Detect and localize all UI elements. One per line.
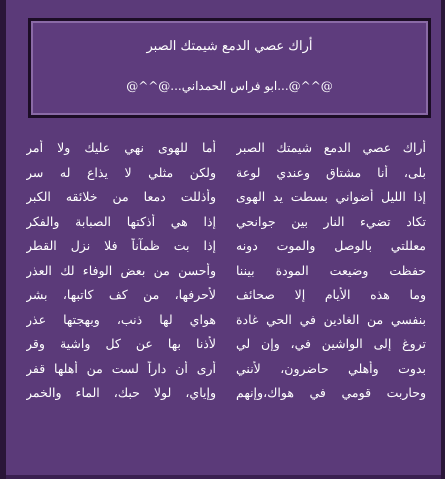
verse-second-hemistich: أرى أن داراً لست من أهلها قفر xyxy=(26,360,216,376)
poem-title: أراك عصي الدمع شيمتك الصبر xyxy=(146,39,313,54)
verse-row xyxy=(26,312,426,337)
verse-first-hemistich: تكاد تضيء النار بين جوانحي xyxy=(236,213,426,229)
verse-row xyxy=(26,238,426,263)
verse-first-hemistich: بنفسي من الغادين في الحي غادة xyxy=(236,311,426,327)
verse-row xyxy=(26,189,426,214)
verse-second-hemistich: وأحسن من بعض الوفاء لك العذر xyxy=(26,262,216,278)
verse-first-hemistich: تروغ إلى الواشين في، وإن لي xyxy=(236,336,426,351)
poet-name: @^^@...ابو فراس الحمداني...@^^@ xyxy=(126,79,333,93)
verse-row xyxy=(26,165,426,190)
verse-first-hemistich: بدوت وأهلي حاضرون، لأنني xyxy=(236,360,426,376)
verse-second-hemistich: وأذللت دمعا من خلائقه الكبر xyxy=(26,189,216,204)
verse-second-hemistich: هواي لها ذنب، وبهجتها عذر xyxy=(26,311,216,327)
verse-row xyxy=(26,287,426,312)
verse-first-hemistich: وما هذه الأيام إلا صحائف xyxy=(236,287,426,302)
verse-first-hemistich: حفظت وضيعت المودة بيننا xyxy=(236,262,426,278)
verse-second-hemistich: وإياي، لولا حبك، الماء والخمر xyxy=(26,385,216,400)
verse-second-hemistich: ولكن مثلي لا يذاع له سر xyxy=(26,164,216,180)
verse-second-hemistich: لأحرفها، من كف كاتبها، بشر xyxy=(26,287,216,302)
verse-second-hemistich: إذا هي أذكتها الصبابة والفكر xyxy=(26,213,216,229)
verse-first-hemistich: بلى، أنا مشتاق وعندي لوعة xyxy=(236,164,426,180)
verse-row xyxy=(26,361,426,386)
verse-first-hemistich: أراك عصي الدمع شيمتك الصبر xyxy=(236,140,426,155)
verse-row xyxy=(26,385,426,410)
bottom-border xyxy=(6,475,441,479)
header-box xyxy=(28,18,431,118)
verse-first-hemistich: وحاربت قومي في هواك،وإنهم xyxy=(236,385,426,400)
verse-second-hemistich: أما للهوى نهي عليك ولا أمر xyxy=(26,140,216,155)
verse-first-hemistich: معللتي بالوصل والموت دونه xyxy=(236,238,426,253)
verse-row xyxy=(26,263,426,288)
verse-second-hemistich: لأذنا بها عن كل واشية وقر xyxy=(26,336,216,351)
poem-body xyxy=(26,140,426,410)
verse-row xyxy=(26,336,426,361)
verse-second-hemistich: إذا بت ظمآناً فلا نزل القطر xyxy=(26,238,216,253)
verse-row xyxy=(26,214,426,239)
verse-first-hemistich: إذا الليل أضواني بسطت يد الهوى xyxy=(236,189,426,204)
verse-row xyxy=(26,140,426,165)
